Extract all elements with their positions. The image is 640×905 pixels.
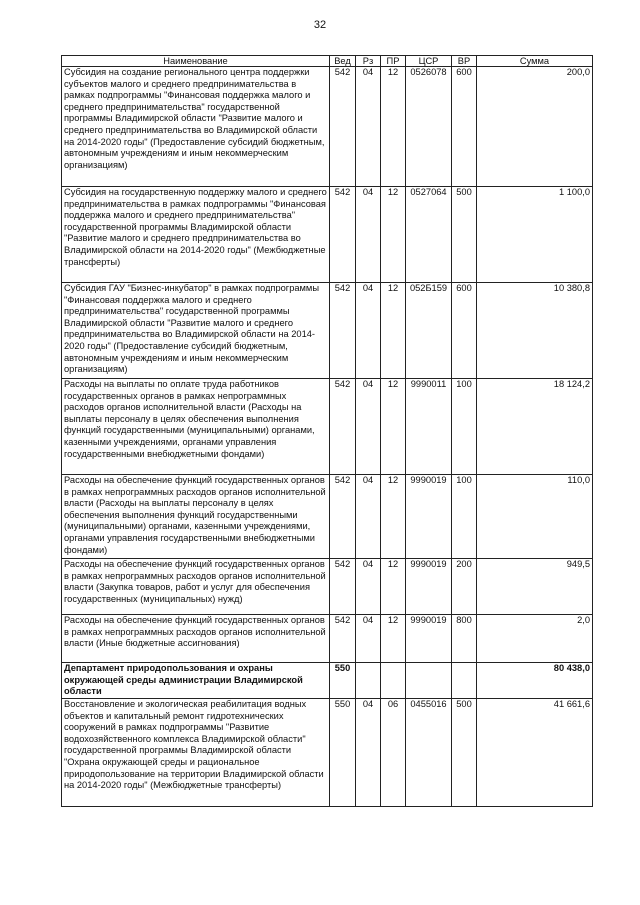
row-csr: 0526078 <box>406 67 452 187</box>
row-csr: 0455016 <box>406 699 452 807</box>
row-ved: 550 <box>330 663 356 699</box>
row-csr: 0527064 <box>406 187 452 283</box>
row-pr: 06 <box>381 699 406 807</box>
row-rz: 04 <box>356 699 381 807</box>
row-pr: 12 <box>381 187 406 283</box>
table-header-row <box>62 56 593 67</box>
row-csr: 9990011 <box>406 379 452 475</box>
row-sum: 949,5 <box>477 559 593 615</box>
row-name: Субсидия ГАУ "Бизнес-инкубатор" в рамках подпрограммы "Финансовая поддержка малого и среднего предпринимательства" государственной программы Владимирской области "Развитие малого и среднего предпринимательства во Владимирской области на 2014-2020 годы" (Предоставление субсидий бюджетным, автономным учреждениям и иным некоммерческим организациям) <box>62 283 330 379</box>
header-csr: ЦСР <box>406 56 452 67</box>
header-rz: Рз <box>356 56 381 67</box>
row-pr: 12 <box>381 67 406 187</box>
row-sum: 1 100,0 <box>477 187 593 283</box>
row-rz: 04 <box>356 283 381 379</box>
row-csr: 9990019 <box>406 615 452 663</box>
row-vr: 100 <box>452 475 477 559</box>
row-rz: 04 <box>356 615 381 663</box>
row-name: Расходы на обеспечение функций государственных органов в рамках непрограммных расходов органов исполнительной власти (Закупка товаров, работ и услуг для обеспечения государственных (муниципальных) нужд) <box>62 559 330 615</box>
row-sum: 41 661,6 <box>477 699 593 807</box>
row-name: Департамент природопользования и охраны окружающей среды администрации Владимирской области <box>62 663 330 699</box>
row-vr: 500 <box>452 187 477 283</box>
row-sum: 10 380,8 <box>477 283 593 379</box>
table-row <box>62 699 593 807</box>
row-rz: 04 <box>356 379 381 475</box>
budget-table <box>61 55 593 807</box>
header-vr: ВР <box>452 56 477 67</box>
table-row <box>62 663 593 699</box>
row-name: Восстановление и экологическая реабилитация водных объектов и капитальный ремонт гидротехнических сооружений в рамках подпрограммы "Развитие водохозяйственного комплекса Владимирской области" государственной программы Владимирской области "Охрана окружающей среды и рациональное природопользование на территории Владимирской области на 2014-2020 годы" (Межбюджетные трансферты) <box>62 699 330 807</box>
row-vr: 200 <box>452 559 477 615</box>
row-rz: 04 <box>356 475 381 559</box>
row-vr: 100 <box>452 379 477 475</box>
row-ved: 542 <box>330 615 356 663</box>
row-ved: 542 <box>330 379 356 475</box>
row-ved: 542 <box>330 67 356 187</box>
row-csr: 052Б159 <box>406 283 452 379</box>
row-pr <box>381 663 406 699</box>
row-pr: 12 <box>381 559 406 615</box>
row-vr: 500 <box>452 699 477 807</box>
row-sum: 80 438,0 <box>477 663 593 699</box>
row-vr <box>452 663 477 699</box>
row-sum: 110,0 <box>477 475 593 559</box>
table-row <box>62 475 593 559</box>
row-name: Расходы на обеспечение функций государственных органов в рамках непрограммных расходов органов исполнительной власти (Иные бюджетные ассигнования) <box>62 615 330 663</box>
row-pr: 12 <box>381 615 406 663</box>
row-rz <box>356 663 381 699</box>
row-pr: 12 <box>381 379 406 475</box>
table-row <box>62 379 593 475</box>
row-csr: 9990019 <box>406 475 452 559</box>
row-csr <box>406 663 452 699</box>
row-name: Субсидия на государственную поддержку малого и среднего предпринимательства в рамках подпрограммы "Финансовая поддержка малого и среднего предпринимательства" государственной программы Владимирской области "Развитие малого и среднего предпринимательства во Владимирской области на 2014-2020 годы" (Межбюджетные трансферты) <box>62 187 330 283</box>
row-pr: 12 <box>381 283 406 379</box>
row-sum: 200,0 <box>477 67 593 187</box>
row-ved: 542 <box>330 283 356 379</box>
row-rz: 04 <box>356 67 381 187</box>
row-sum: 2,0 <box>477 615 593 663</box>
row-ved: 550 <box>330 699 356 807</box>
row-pr: 12 <box>381 475 406 559</box>
page-number: 32 <box>313 19 327 31</box>
table-row <box>62 283 593 379</box>
row-vr: 600 <box>452 283 477 379</box>
row-ved: 542 <box>330 559 356 615</box>
row-vr: 600 <box>452 67 477 187</box>
row-name: Расходы на выплаты по оплате труда работников государственных органов в рамках непрограммных расходов органов исполнительной власти (Расходы на выплаты персоналу в целях обеспечения выполнения функций государственными (муниципальными) органами, казенными учреждениями, органами управления государственными внебюджетными фондами) <box>62 379 330 475</box>
header-sum: Сумма <box>477 56 593 67</box>
row-sum: 18 124,2 <box>477 379 593 475</box>
table-row <box>62 187 593 283</box>
row-name: Субсидия на создание регионального центра поддержки субъектов малого и среднего предпринимательства в рамках подпрограммы "Финансовая поддержка малого и среднего предпринимательства" государственной программы Владимирской области "Развитие малого и среднего предпринимательства во Владимирской области на 2014-2020 годы" (Предоставление субсидий бюджетным, автономным учреждениям и иным некоммерческим организациям) <box>62 67 330 187</box>
row-ved: 542 <box>330 187 356 283</box>
table-row <box>62 615 593 663</box>
row-rz: 04 <box>356 559 381 615</box>
row-ved: 542 <box>330 475 356 559</box>
row-vr: 800 <box>452 615 477 663</box>
header-pr: ПР <box>381 56 406 67</box>
row-name: Расходы на обеспечение функций государственных органов в рамках непрограммных расходов органов исполнительной власти (Расходы на выплаты персоналу в целях обеспечения выполнения функций государственными (муниципальными) органами, казенными учреждениями, органами управления государственными внебюджетными фондами) <box>62 475 330 559</box>
row-rz: 04 <box>356 187 381 283</box>
table-row <box>62 559 593 615</box>
row-csr: 9990019 <box>406 559 452 615</box>
header-name: Наименование <box>62 56 330 67</box>
header-ved: Вед <box>330 56 356 67</box>
table-row <box>62 67 593 187</box>
